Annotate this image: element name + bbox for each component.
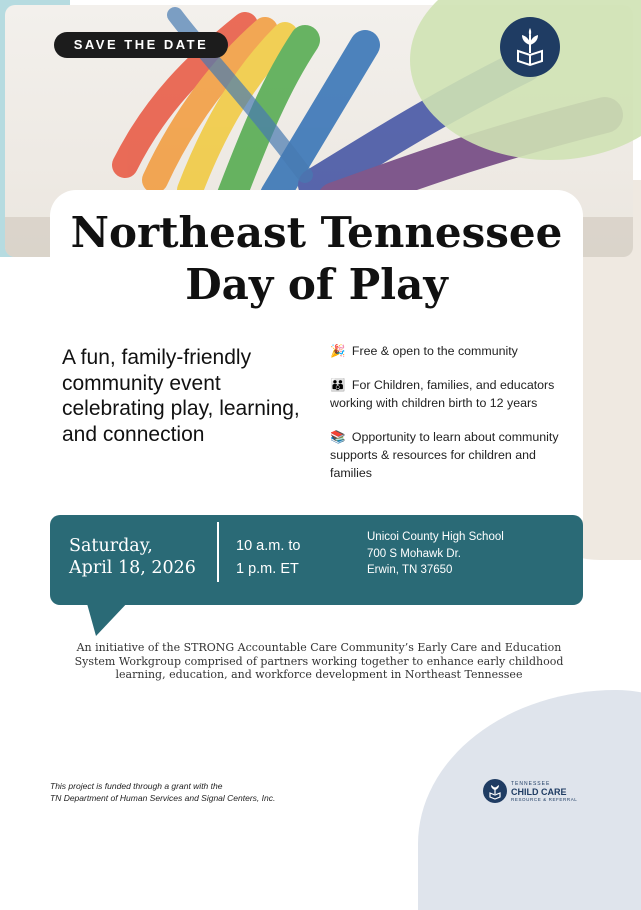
- family-icon: 👪: [330, 378, 346, 392]
- ccrr-logo-wordmark: [511, 781, 577, 803]
- event-highlights-list: [330, 342, 580, 498]
- highlight-item: [330, 428, 580, 482]
- ccrr-logo-icon: [483, 779, 507, 803]
- venue-city: Erwin, TN 37650: [367, 564, 453, 576]
- date-weekday: Saturday,: [69, 536, 153, 556]
- logo-line-3: RESOURCE & REFERRAL: [511, 797, 578, 802]
- party-popper-icon: 🎉: [330, 344, 346, 358]
- venue-street: 700 S Mohawk Dr.: [367, 547, 461, 560]
- book-plant-logo-icon: [500, 17, 560, 77]
- title-line-1: Northeast Tennessee: [70, 208, 563, 257]
- books-icon: 📚: [330, 430, 346, 444]
- initiative-statement: An initiative of the STRONG Accountable Care Community’s Early Care and Education System Workgroup comprised of partners working together to enhance early childhood learning, education, and workforce development in Northeast Tennessee: [74, 641, 564, 681]
- save-the-date-badge: SAVE THE DATE: [54, 32, 228, 58]
- highlight-item: [330, 342, 580, 360]
- time-end: 1 p.m. ET: [236, 561, 299, 577]
- date-full: April 18, 2026: [69, 558, 196, 578]
- speech-bubble-tail: [86, 600, 130, 636]
- event-venue: [367, 529, 504, 579]
- highlight-item: [330, 376, 580, 412]
- logo-line-2: CHILD CARE: [511, 787, 567, 797]
- funding-line-2: TN Department of Human Services and Signal Centers, Inc.: [50, 793, 276, 803]
- title-line-2: Day of Play: [185, 260, 448, 309]
- highlight-text: For Children, families, and educators working with children birth to 12 years: [330, 378, 555, 410]
- highlight-text: Opportunity to learn about community supports & resources for children and families: [330, 430, 559, 480]
- event-title: [50, 207, 583, 311]
- funding-line-1: This project is funded through a grant with the: [50, 781, 223, 791]
- event-intro: A fun, family-friendly community event celebrating play, learning, and connection: [62, 346, 300, 446]
- event-time: [236, 535, 300, 581]
- funding-note: [50, 780, 275, 804]
- event-date: [69, 535, 196, 579]
- venue-name: Unicoi County High School: [367, 531, 504, 543]
- banner-divider: [217, 522, 219, 582]
- logo-line-1: TENNESSEE: [511, 781, 551, 787]
- time-start: 10 a.m. to: [236, 538, 301, 554]
- highlight-text: Free & open to the community: [351, 344, 518, 358]
